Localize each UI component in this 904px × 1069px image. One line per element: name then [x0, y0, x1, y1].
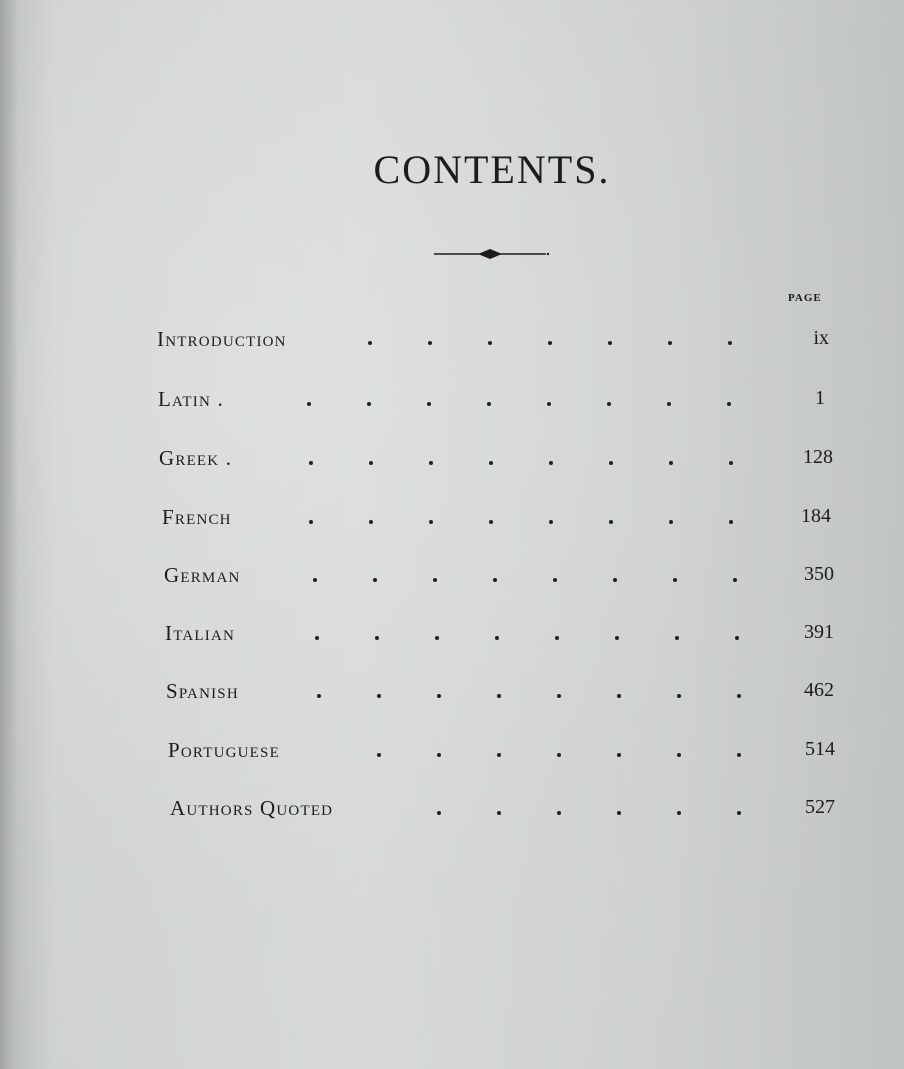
toc-entry[interactable]	[165, 621, 834, 655]
leader-dot	[557, 753, 561, 757]
leader-dot	[677, 753, 681, 757]
toc-entry-page-number: 514	[805, 738, 835, 760]
toc-entry-label: Spanish	[166, 679, 239, 703]
toc-entry-page-number: 527	[805, 796, 835, 818]
leader-dot	[667, 402, 671, 406]
leader-dot	[489, 461, 493, 465]
leader-dot	[617, 811, 621, 815]
toc-entry-label: Italian	[165, 621, 236, 645]
dot-leader	[432, 796, 752, 830]
toc-entry-page-number: 184	[801, 505, 831, 527]
leader-dot	[369, 520, 373, 524]
leader-dot	[615, 636, 619, 640]
leader-dot	[437, 811, 441, 815]
leader-dot	[728, 341, 732, 345]
leader-dot	[668, 341, 672, 345]
toc-entry[interactable]	[164, 563, 834, 597]
leader-dot	[489, 520, 493, 524]
page-title: CONTENTS.	[373, 147, 611, 192]
leader-dot	[608, 341, 612, 345]
leader-dot	[737, 694, 741, 698]
leader-dot	[737, 811, 741, 815]
leader-dot	[677, 694, 681, 698]
leader-dot	[669, 520, 673, 524]
toc-entry-label: Authors Quoted	[170, 796, 334, 820]
dot-leader	[308, 563, 748, 597]
leader-dot	[735, 636, 739, 640]
leader-dot	[547, 402, 551, 406]
leader-dot	[429, 461, 433, 465]
leader-dot	[495, 636, 499, 640]
dot-leader	[304, 446, 744, 480]
leader-dot	[549, 520, 553, 524]
leader-dot	[548, 341, 552, 345]
leader-dot	[609, 520, 613, 524]
leader-dot	[367, 402, 371, 406]
dot-leader	[372, 738, 752, 772]
toc-entry-label: Latin .	[158, 387, 224, 411]
leader-dot	[727, 402, 731, 406]
leader-dot	[368, 341, 372, 345]
toc-entry[interactable]	[158, 387, 832, 421]
leader-dot	[369, 461, 373, 465]
leader-dot	[607, 402, 611, 406]
leader-dot	[377, 694, 381, 698]
toc-entry[interactable]	[170, 796, 835, 830]
leader-dot	[497, 811, 501, 815]
toc-entry-page-number: ix	[813, 327, 829, 349]
leader-dot	[553, 578, 557, 582]
leader-dot	[737, 753, 741, 757]
dot-leader	[304, 505, 744, 539]
leader-dot	[497, 694, 501, 698]
leader-dot	[677, 811, 681, 815]
leader-dot	[309, 461, 313, 465]
leader-dot	[377, 753, 381, 757]
leader-dot	[317, 694, 321, 698]
page-column-label: PAGE	[788, 292, 822, 304]
leader-dot	[487, 402, 491, 406]
leader-dot	[497, 753, 501, 757]
dot-leader	[312, 679, 752, 713]
dot-leader	[362, 327, 742, 361]
leader-dot	[313, 578, 317, 582]
ornament-divider-icon	[432, 244, 550, 264]
toc-entry-label: Portuguese	[168, 738, 280, 762]
leader-dot	[427, 402, 431, 406]
toc-entry[interactable]	[157, 327, 832, 361]
leader-dot	[437, 694, 441, 698]
leader-dot	[375, 636, 379, 640]
toc-entry-page-number: 391	[804, 621, 834, 643]
toc-entry[interactable]	[166, 679, 834, 713]
leader-dot	[617, 753, 621, 757]
leader-dot	[373, 578, 377, 582]
leader-dot	[669, 461, 673, 465]
leader-dot	[429, 520, 433, 524]
toc-entry-label: German	[164, 563, 241, 587]
toc-entry-page-number: 462	[804, 679, 834, 701]
leader-dot	[437, 753, 441, 757]
leader-dot	[617, 694, 621, 698]
leader-dot	[555, 636, 559, 640]
toc-entry-page-number: 128	[803, 446, 833, 468]
leader-dot	[315, 636, 319, 640]
leader-dot	[613, 578, 617, 582]
toc-entry-label: Greek .	[159, 446, 233, 470]
leader-dot	[435, 636, 439, 640]
leader-dot	[428, 341, 432, 345]
leader-dot	[673, 578, 677, 582]
dot-leader	[303, 387, 743, 421]
leader-dot	[729, 520, 733, 524]
toc-entry-page-number: 350	[804, 563, 834, 585]
leader-dot	[307, 402, 311, 406]
toc-entry[interactable]	[159, 446, 833, 480]
toc-entry-label: French	[162, 505, 232, 529]
leader-dot	[309, 520, 313, 524]
leader-dot	[549, 461, 553, 465]
leader-dot	[433, 578, 437, 582]
leader-dot	[488, 341, 492, 345]
leader-dot	[557, 811, 561, 815]
toc-entry-label: Introduction	[157, 327, 287, 351]
toc-entry-page-number: 1	[815, 387, 825, 409]
leader-dot	[493, 578, 497, 582]
leader-dot	[609, 461, 613, 465]
leader-dot	[557, 694, 561, 698]
leader-dot	[675, 636, 679, 640]
toc-entry[interactable]	[168, 738, 835, 772]
dot-leader	[310, 621, 750, 655]
leader-dot	[733, 578, 737, 582]
leader-dot	[729, 461, 733, 465]
toc-entry[interactable]	[162, 505, 833, 539]
